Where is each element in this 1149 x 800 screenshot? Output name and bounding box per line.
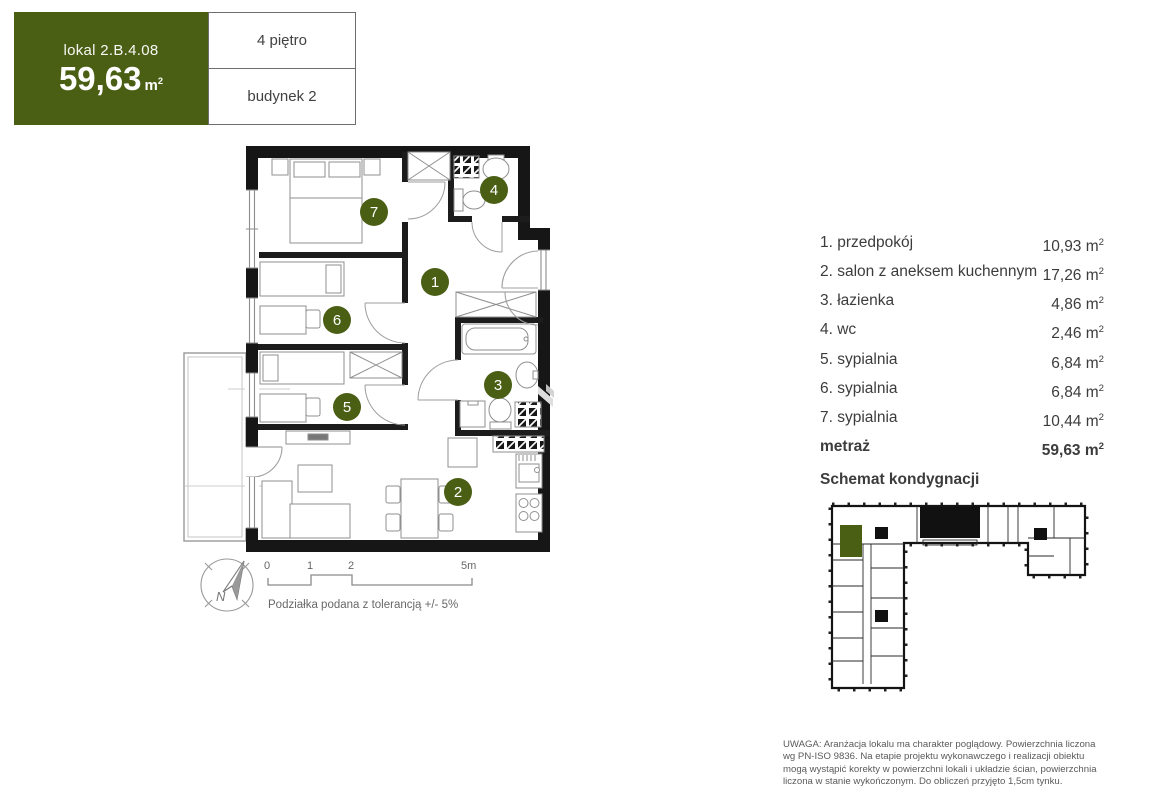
toilet-icon: [489, 398, 511, 429]
chair-icon: [306, 310, 320, 328]
room-label: 1. przedpokój: [820, 234, 914, 251]
room-label: 4. wc: [820, 321, 857, 339]
room-row: [820, 292, 1104, 314]
room-label: 2. salon z aneksem kuchennym: [820, 263, 1038, 281]
schematic-core: [920, 507, 980, 538]
coffee-table-icon: [298, 465, 332, 492]
room-area: 6,84 $m^2$: [1051, 353, 1104, 372]
room-list: [820, 234, 1104, 489]
scale-label-2: 2: [348, 560, 355, 572]
unit-summary-card: [14, 12, 208, 125]
chair-icon: [439, 514, 453, 531]
chair-icon: [386, 486, 400, 503]
disclaimer-note: UWAGA: Aranżacja lokalu ma charakter poglądowy. Powierzchnia liczona wg PN-ISO 9836. Na etapie projektu wykonawczego i realizacji obiektu mogą wystąpić korekty w powierzchni lokali i układzie ścian, powierzchnia liczona w stanie wykończonym. Do obliczeń przyjęto 1,5cm tynku.: [783, 739, 1097, 788]
unit-id-label: lokal 2.B.4.08: [63, 42, 159, 59]
room-area: 2,46 $m^2$: [1051, 324, 1104, 343]
room-row: [820, 321, 1104, 343]
schematic-stairwell: [875, 527, 888, 539]
building-schematic: [822, 498, 1094, 698]
balcony: [184, 353, 246, 541]
room-area: 17,26 $m^2$: [1042, 266, 1104, 285]
room-area: 10,93 $m^2$: [1042, 237, 1104, 256]
double-bed-icon: [290, 159, 362, 243]
room-label: 6. sypialnia: [820, 379, 898, 397]
chair-icon: [306, 398, 320, 416]
room-row: [820, 234, 1104, 256]
room-area: 10,44 $m^2$: [1042, 411, 1104, 431]
washer-dryer-icon: [454, 156, 479, 178]
window-icon: [245, 373, 259, 417]
unit-area-value: 59,63: [58, 60, 142, 97]
scale-label-0: 0: [264, 560, 271, 572]
room-label: 5. sypialnia: [820, 350, 898, 368]
room-label: 7. sypialnia: [820, 408, 898, 426]
room-marker-4: 4: [480, 176, 508, 204]
kitchen-counter: [493, 436, 544, 452]
door-arc: [365, 385, 405, 425]
sink-icon: [516, 362, 538, 388]
room-marker-1: 1: [421, 268, 449, 296]
room-marker-3: 3: [484, 371, 512, 399]
room-row: [820, 351, 1104, 373]
scale-and-compass: [180, 552, 510, 622]
room-marker-2: 2: [444, 478, 472, 506]
window-icon: [245, 477, 259, 528]
building-cell: budynek 2: [209, 68, 355, 124]
compass-icon: [201, 559, 253, 611]
room-row: [820, 380, 1104, 402]
dining-table-icon: [401, 479, 438, 538]
room-row: [820, 409, 1104, 431]
desk-icon: [260, 306, 306, 334]
fridge-icon: [448, 438, 477, 467]
floor-plan: [180, 140, 554, 558]
door-arc: [365, 303, 405, 343]
unit-meta-cells: [208, 12, 356, 125]
scale-bar: [264, 560, 476, 585]
tv-cabinet-icon: [286, 431, 350, 444]
room-row: [820, 263, 1104, 285]
door-arc: [418, 360, 458, 400]
schematic-stairwell: [1034, 528, 1047, 540]
room-area: 6,84 $m^2$: [1051, 382, 1104, 401]
total-area-row: [820, 438, 1104, 460]
washer-dryer-icon: [515, 402, 541, 427]
schematic-stairwell: [875, 610, 888, 622]
window-icon: [245, 298, 259, 343]
wardrobe-icon: [456, 292, 536, 317]
unit-area: [59, 62, 163, 95]
kitchen-sink-icon: [516, 454, 542, 488]
washing-machine-icon: [460, 401, 485, 427]
desk-icon: [260, 394, 306, 422]
balcony-door-icon: [245, 447, 282, 477]
scale-tolerance-note: Podziałka podana z tolerancją +/- 5%: [268, 599, 459, 611]
door-arc: [472, 222, 502, 252]
scale-label-5m: 5m: [461, 560, 477, 572]
total-area: 59,63 $m^2$: [1041, 441, 1104, 460]
stove-icon: [516, 494, 542, 532]
door-arc: [408, 182, 445, 219]
room-label: 3. łazienka: [820, 292, 895, 310]
room-marker-5: 5: [333, 393, 361, 421]
unit-area-unit: $m^2$: [144, 76, 164, 94]
window-icon: [245, 190, 259, 268]
floor-cell: 4 piętro: [256, 32, 308, 49]
nightstand-icon: [272, 159, 288, 175]
scale-label-1: 1: [307, 560, 314, 572]
total-label: metraż: [820, 438, 870, 456]
nightstand-icon: [364, 159, 380, 175]
single-bed-icon: [260, 262, 344, 296]
room-area: 4,86 $m^2$: [1051, 295, 1104, 314]
single-bed-icon: [260, 352, 344, 384]
bathtub-icon: [462, 324, 536, 354]
schematic-highlighted-unit: [840, 525, 862, 557]
schemat-heading: Schemat kondygnacji: [820, 471, 980, 489]
chair-icon: [386, 514, 400, 531]
north-label: N: [216, 589, 226, 604]
room-marker-7: 7: [360, 198, 388, 226]
wardrobe-icon: [408, 152, 450, 180]
room-marker-6: 6: [323, 306, 351, 334]
wardrobe-icon: [350, 352, 402, 378]
